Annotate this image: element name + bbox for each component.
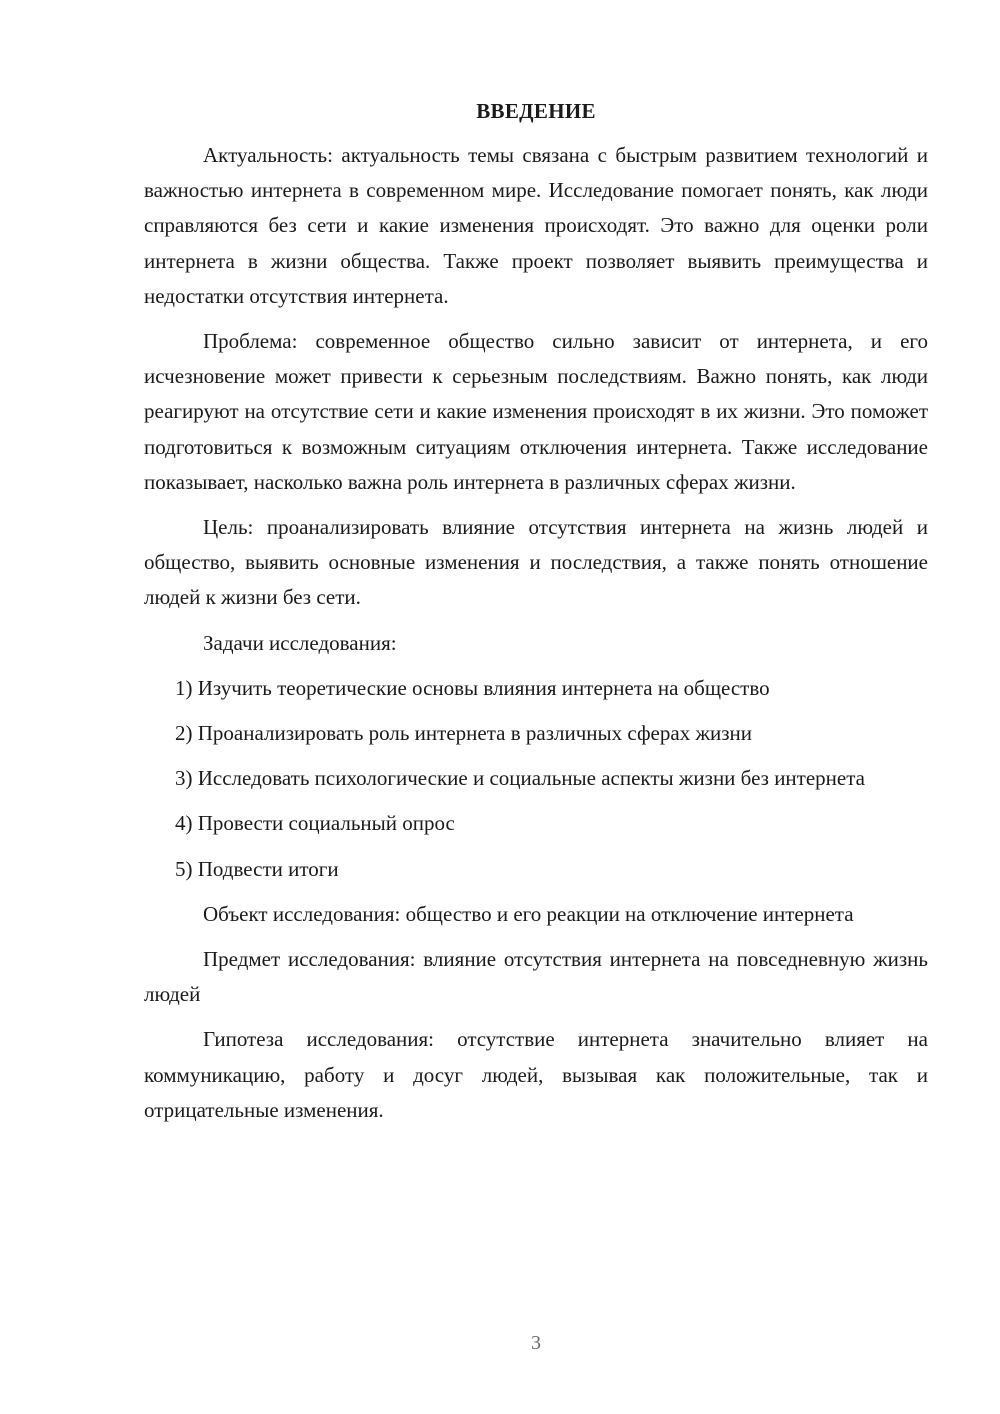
task-item-3: 3) Исследовать психологические и социальные аспекты жизни без интернета xyxy=(175,766,865,791)
task-item-4: 4) Провести социальный опрос xyxy=(175,811,455,836)
problem-paragraph: Проблема: современное общество сильно зависит от интернета, и его исчезновение может привести к серьезным последствиям. Важно понять, как люди реагируют на отсутствие сети и какие изменения происходят в их жизни. Это поможет подготовиться к возможным ситуациям отключения интернета. Также исследование показывает, насколько важна роль интернета в различных сферах жизни. xyxy=(144,329,928,494)
relevance-paragraph: Актуальность: актуальность темы связана с быстрым развитием технологий и важностью интернета в современном мире. Исследование помогает понять, как люди справляются без сети и какие изменения происходят. Это важно для оценки роли интернета в жизни общества. Также проект позволяет выявить преимущества и недостатки отсутствия интернета. xyxy=(144,143,928,308)
tasks-heading: Задачи исследования: xyxy=(203,630,397,655)
object-paragraph: Объект исследования: общество и его реакции на отключение интернета xyxy=(203,901,854,926)
document-body xyxy=(144,94,928,1138)
subject-paragraph: Предмет исследования: влияние отсутствия интернета на повседневную жизнь людей xyxy=(144,947,928,1007)
page-number: 3 xyxy=(531,1332,541,1354)
task-item-2: 2) Проанализировать роль интернета в различных сферах жизни xyxy=(175,721,752,746)
task-item-5: 5) Подвести итоги xyxy=(175,856,339,881)
task-item-1: 1) Изучить теоретические основы влияния интернета на общество xyxy=(175,675,770,700)
goal-paragraph: Цель: проанализировать влияние отсутствия интернета на жизнь людей и общество, выявить основные изменения и последствия, а также понять отношение людей к жизни без сети. xyxy=(144,515,928,610)
hypothesis-paragraph: Гипотеза исследования: отсутствие интернета значительно влияет на коммуникацию, работу и досуг людей, вызывая как положительные, так и отрицательные изменения. xyxy=(144,1027,928,1122)
page-title: ВВЕДЕНИЕ xyxy=(476,99,596,123)
